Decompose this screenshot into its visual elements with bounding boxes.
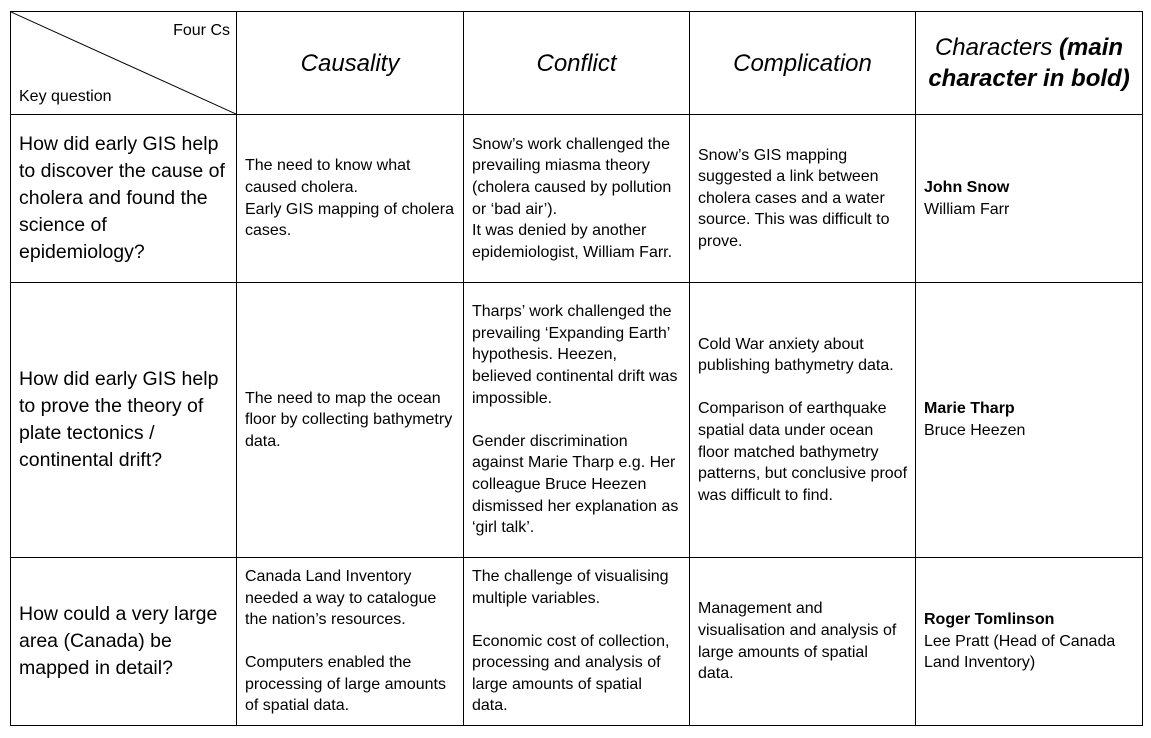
conflict-cell	[464, 558, 690, 726]
main-character: Roger Tomlinson	[924, 611, 1055, 629]
characters-cell	[916, 115, 1143, 283]
key-question-cell: How could a very large area (Canada) be mapped in detail?	[11, 558, 237, 726]
characters-cell	[916, 558, 1143, 726]
causality-text: The need to know what caused cholera.	[245, 157, 411, 196]
header-row	[11, 12, 1143, 115]
complication-text: Snow’s GIS mapping suggested a link between cholera cases and a water source. This was difficult to prove.	[698, 146, 890, 250]
conflict-text: It was denied by another epidemiologist, William Farr.	[472, 222, 673, 261]
causality-cell	[237, 115, 464, 283]
complication-text: Management and visualisation and analysis of large amounts of spatial data.	[698, 600, 897, 683]
conflict-text: Snow’s work challenged the prevailing miasma theory (cholera caused by pollution or ‘bad air’).	[472, 135, 672, 218]
four-cs-table	[10, 11, 1143, 726]
header-characters-label: Characters	[934, 34, 1053, 61]
other-character: Lee Pratt (Head of Canada Land Inventory)	[924, 632, 1116, 672]
table-row	[11, 283, 1143, 558]
conflict-cell	[464, 283, 690, 558]
complication-text: Comparison of earthquake spatial data under ocean floor matched bathymetry patterns, but conclusive proof was difficult to find.	[698, 400, 908, 504]
causality-text: The need to map the ocean floor by collecting bathymetry data.	[245, 389, 453, 450]
conflict-cell	[464, 115, 690, 283]
complication-cell	[690, 115, 916, 283]
corner-top-label: Four Cs	[173, 22, 230, 39]
conflict-text: Economic cost of collection, processing and analysis of large amounts of spatial data.	[472, 632, 670, 715]
corner-cell	[11, 12, 237, 115]
characters-cell	[916, 283, 1143, 558]
table-row	[11, 115, 1143, 283]
main-character: Marie Tharp	[924, 400, 1015, 418]
causality-cell	[237, 558, 464, 726]
key-question-cell: How did early GIS help to prove the theory of plate tectonics / continental drift?	[11, 283, 237, 558]
conflict-text: The challenge of visualising multiple variables.	[472, 567, 669, 607]
paragraph-gap	[245, 631, 455, 653]
paragraph-gap	[698, 377, 907, 399]
other-character: Bruce Heezen	[924, 422, 1026, 439]
header-causality: Causality	[237, 12, 464, 115]
complication-cell	[690, 558, 916, 726]
paragraph-gap	[472, 409, 681, 431]
conflict-text: Gender discrimination against Marie Tharp e.g. Her colleague Bruce Heezen dismissed her explanation as ‘girl talk’.	[472, 432, 679, 537]
causality-cell	[237, 283, 464, 558]
causality-text: Computers enabled the processing of large amounts of spatial data.	[245, 654, 446, 715]
corner-bottom-label: Key question	[19, 88, 112, 105]
conflict-text: believed continental drift was impossible.	[472, 368, 678, 407]
header-characters	[916, 12, 1143, 115]
header-characters-note: (main character in bold)	[928, 34, 1130, 92]
main-character: John Snow	[924, 178, 1010, 196]
paragraph-gap	[472, 609, 681, 631]
causality-text: Canada Land Inventory needed a way to catalogue the nation’s resources.	[245, 567, 437, 629]
other-character: William Farr	[924, 200, 1010, 218]
conflict-text: Tharps’ work challenged the prevailing ‘Expanding Earth’ hypothesis. Heezen,	[472, 303, 672, 364]
header-conflict: Conflict	[464, 12, 690, 115]
table-row	[11, 558, 1143, 726]
complication-cell	[690, 283, 916, 558]
causality-text: Early GIS mapping of cholera cases.	[245, 200, 454, 240]
key-question-cell: How did early GIS help to discover the cause of cholera and found the science of epidemiology?	[11, 115, 237, 283]
complication-text: Cold War anxiety about publishing bathymetry data.	[698, 335, 894, 375]
header-complication: Complication	[690, 12, 916, 115]
